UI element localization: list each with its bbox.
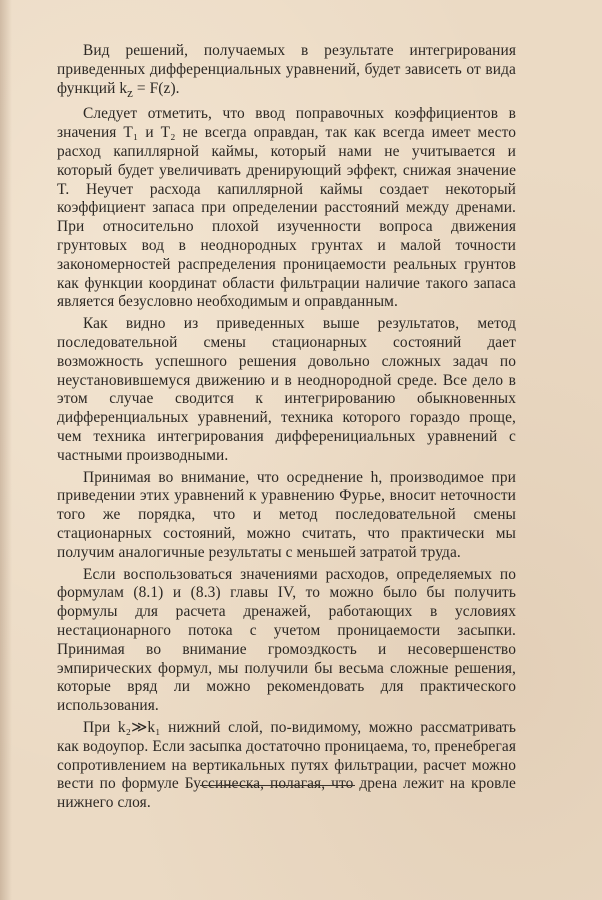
paragraph-6: При k₂≫k₁ нижний слой, по-видимому, можно рассматривать как водоупор. Если засыпка достаточно проницаема, то, пренебрегая сопротивлением на вертикальных путях фильтрации, расчет можно вести по формуле Буссинеска, полагая, что дрена лежит на кровле нижнего слоя. [57,718,516,812]
paragraph-3: Как видно из приведенных выше результатов, метод последовательной смены стационарных состояний дает возможность успешного решения довольно сложных задач по неустановившемуся движению и в неоднородной среде. Все дело в этом случае сводится к интегрированию обыкновенных дифференциальных уравнений, техника которого гораздо проще, чем техника интегрирования дифференициальных уравнений с частными производными. [57,315,516,464]
paragraph-1-line-3: вида функций k [57,60,516,97]
formula-tail: = F(z). [132,79,180,97]
page-text [57,42,516,813]
page-binding-shadow [0,0,12,900]
subscript-z: z [127,85,133,100]
paragraph-2: Следует отметить, что ввод поправочных коэффициентов в значения T₁ и T₂ не всегда оправдан, так как всегда имеет место расход капиллярной каймы, который нами не учитывается и который будет увеличивать дренирующий эффект, снижая значение T. Неучет расхода капиллярной каймы создает некоторый коэффициент запаса при определении расстояний между дренами. При относительно плохой изученности вопроса движения грунтовых вод в неоднородных грунтах и малой точности закономерностей распределения проницаемости реальных грунтов как функции координат области фильтрации наличие такого запаса является безусловно необходимым и оправданным. [57,105,516,311]
paragraph-5: Если воспользоваться значениями расходов, определяемых по формулам (8.1) и (8.3) главы IV, то можно было бы получить формулы для расчета дренажей, работающих в условиях нестационарного потока с учетом проницаемости засыпки. Принимая во внимание громоздкость и несовершенство эмпирических формул, мы получили бы весьма сложные решения, которые вряд ли можно рекомендовать для практического использования. [57,565,516,715]
paragraph-1-line-1: Вид решений, получаемых в результате интегрирования [83,42,516,59]
end-of-section-rule [200,785,355,786]
paragraph-1-line-2: приведенных дифференциальных уравнений, будет зависеть от [57,60,481,78]
paragraph-4: Принимая во внимание, что осреднение h, производимое при приведении этих уравнений к уравнению Фурье, вносит неточности того же порядка, что и метод последовательной смены стационарных состояний, можно считать, что практически мы получим аналогичные результаты с меньшей затратой труда. [57,468,516,561]
paragraph-1 [57,42,516,102]
